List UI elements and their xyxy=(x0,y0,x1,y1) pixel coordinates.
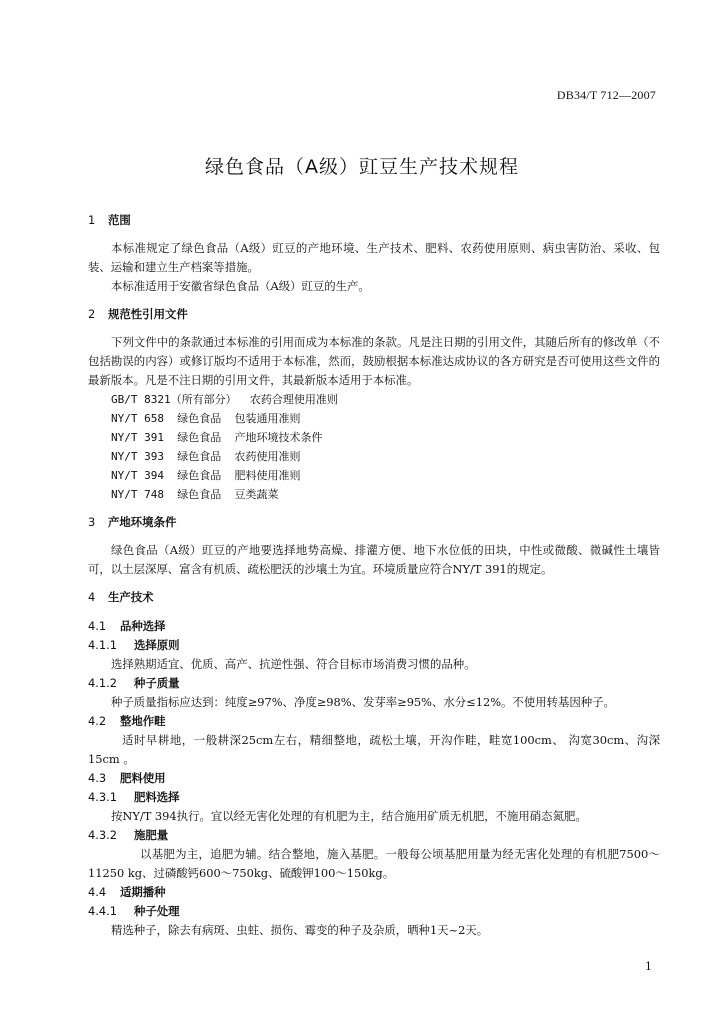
section-heading-4 xyxy=(88,588,660,607)
document-code: DB34/T 712—2007 xyxy=(556,88,656,102)
section-title: 肥料选择 xyxy=(134,790,180,804)
subsection-heading xyxy=(88,769,660,788)
section-number: 4.2 xyxy=(88,714,107,728)
paragraph: 适时早耕地，一般耕深25cm左右，精细整地，疏松土壤，开沟作畦，畦宽100cm、 沟宽30cm、沟深15cm 。 xyxy=(88,733,660,766)
section-number: 4.1 xyxy=(88,619,107,633)
subsection-heading xyxy=(88,826,660,845)
section-title: 施肥量 xyxy=(134,828,169,842)
paragraph: 本标准适用于安徽省绿色食品（A级）豇豆的生产。 xyxy=(111,279,370,293)
subsection-heading xyxy=(88,712,660,731)
page-number: 1 xyxy=(645,960,652,973)
section-title: 种子处理 xyxy=(134,904,180,918)
section-title: 生产技术 xyxy=(108,590,154,604)
section-number: 1 xyxy=(88,213,96,227)
reference-item: NY/T 393 绿色食品 农药使用准则 xyxy=(111,450,301,463)
document-body xyxy=(88,211,660,940)
subsection-heading xyxy=(88,617,660,636)
section-number: 4.3 xyxy=(88,771,107,785)
section-number: 2 xyxy=(88,307,96,321)
section-title: 选择原则 xyxy=(134,638,180,652)
reference-item: NY/T 658 绿色食品 包装通用准则 xyxy=(111,412,301,425)
subsection-heading xyxy=(88,674,660,693)
subsection-heading xyxy=(88,902,660,921)
subsection-heading xyxy=(88,788,660,807)
section-number: 4.1.1 xyxy=(88,638,117,652)
paragraph: 以基肥为主，追肥为辅。结合整地，施入基肥。一般每公顷基肥用量为经无害化处理的有机肥7500～11250 kg、过磷酸钙600～750kg、硫酸钾100～150kg。 xyxy=(88,847,660,880)
section-title: 肥料使用 xyxy=(120,771,166,785)
reference-item: NY/T 748 绿色食品 豆类蔬菜 xyxy=(111,488,279,501)
paragraph: 绿色食品（A级）豇豆的产地要选择地势高燥、排灌方便、地下水位低的田块，中性或微酸、微碱性土壤皆可，以土层深厚、富含有机质、疏松肥沃的沙壤土为宜。环境质量应符合NY/T 391的规定。 xyxy=(88,543,660,576)
paragraph: 选择熟期适宜、优质、高产、抗逆性强、符合目标市场消费习惯的品种。 xyxy=(111,657,476,671)
section-number: 4 xyxy=(88,590,96,604)
section-heading-1 xyxy=(88,211,660,230)
paragraph: 按NY/T 394执行。宜以经无害化处理的有机肥为主，结合施用矿质无机肥，不施用硝态氮肥。 xyxy=(111,809,587,823)
section-title: 范围 xyxy=(108,213,131,227)
section-number: 4.3.1 xyxy=(88,790,117,804)
section-title: 整地作畦 xyxy=(120,714,166,728)
section-number: 4.3.2 xyxy=(88,828,117,842)
reference-item: GB/T 8321（所有部分） 农药合理使用准则 xyxy=(111,393,338,406)
paragraph: 精选种子，除去有病斑、虫蛀、损伤、霉变的种子及杂质，晒种1天~2天。 xyxy=(111,923,489,937)
paragraph: 本标准规定了绿色食品（A级）豇豆的产地环境、生产技术、肥料、农药使用原则、病虫害防治、采收、包装、运输和建立生产档案等措施。 xyxy=(88,241,660,274)
section-title: 种子质量 xyxy=(134,676,180,690)
section-number: 4.4.1 xyxy=(88,904,117,918)
section-heading-3 xyxy=(88,513,660,532)
section-heading-2 xyxy=(88,305,660,324)
paragraph: 下列文件中的条款通过本标准的引用而成为本标准的条款。凡是注日期的引用文件，其随后所有的修改单（不包括勘误的内容）或修订版均不适用于本标准，然而，鼓励根据本标准达成协议的各方研究是否可使用这些文件的最新版本。凡是不注日期的引用文件，其最新版本适用于本标准。 xyxy=(88,335,660,387)
section-number: 4.1.2 xyxy=(88,676,117,690)
reference-item: NY/T 391 绿色食品 产地环境技术条件 xyxy=(111,431,323,444)
subsection-heading xyxy=(88,636,660,655)
section-number: 4.4 xyxy=(88,885,107,899)
section-title: 产地环境条件 xyxy=(108,515,177,529)
document-title: 绿色食品（A级）豇豆生产技术规程 xyxy=(205,156,519,178)
reference-item: NY/T 394 绿色食品 肥料使用准则 xyxy=(111,469,301,482)
paragraph: 种子质量指标应达到：纯度≥97%、净度≥98%、发芽率≥95%、水分≤12%。不使用转基因种子。 xyxy=(111,695,615,709)
section-title: 规范性引用文件 xyxy=(108,307,188,321)
section-title: 品种选择 xyxy=(120,619,166,633)
section-title: 适期播种 xyxy=(120,885,166,899)
subsection-heading xyxy=(88,883,660,902)
section-number: 3 xyxy=(88,515,96,529)
